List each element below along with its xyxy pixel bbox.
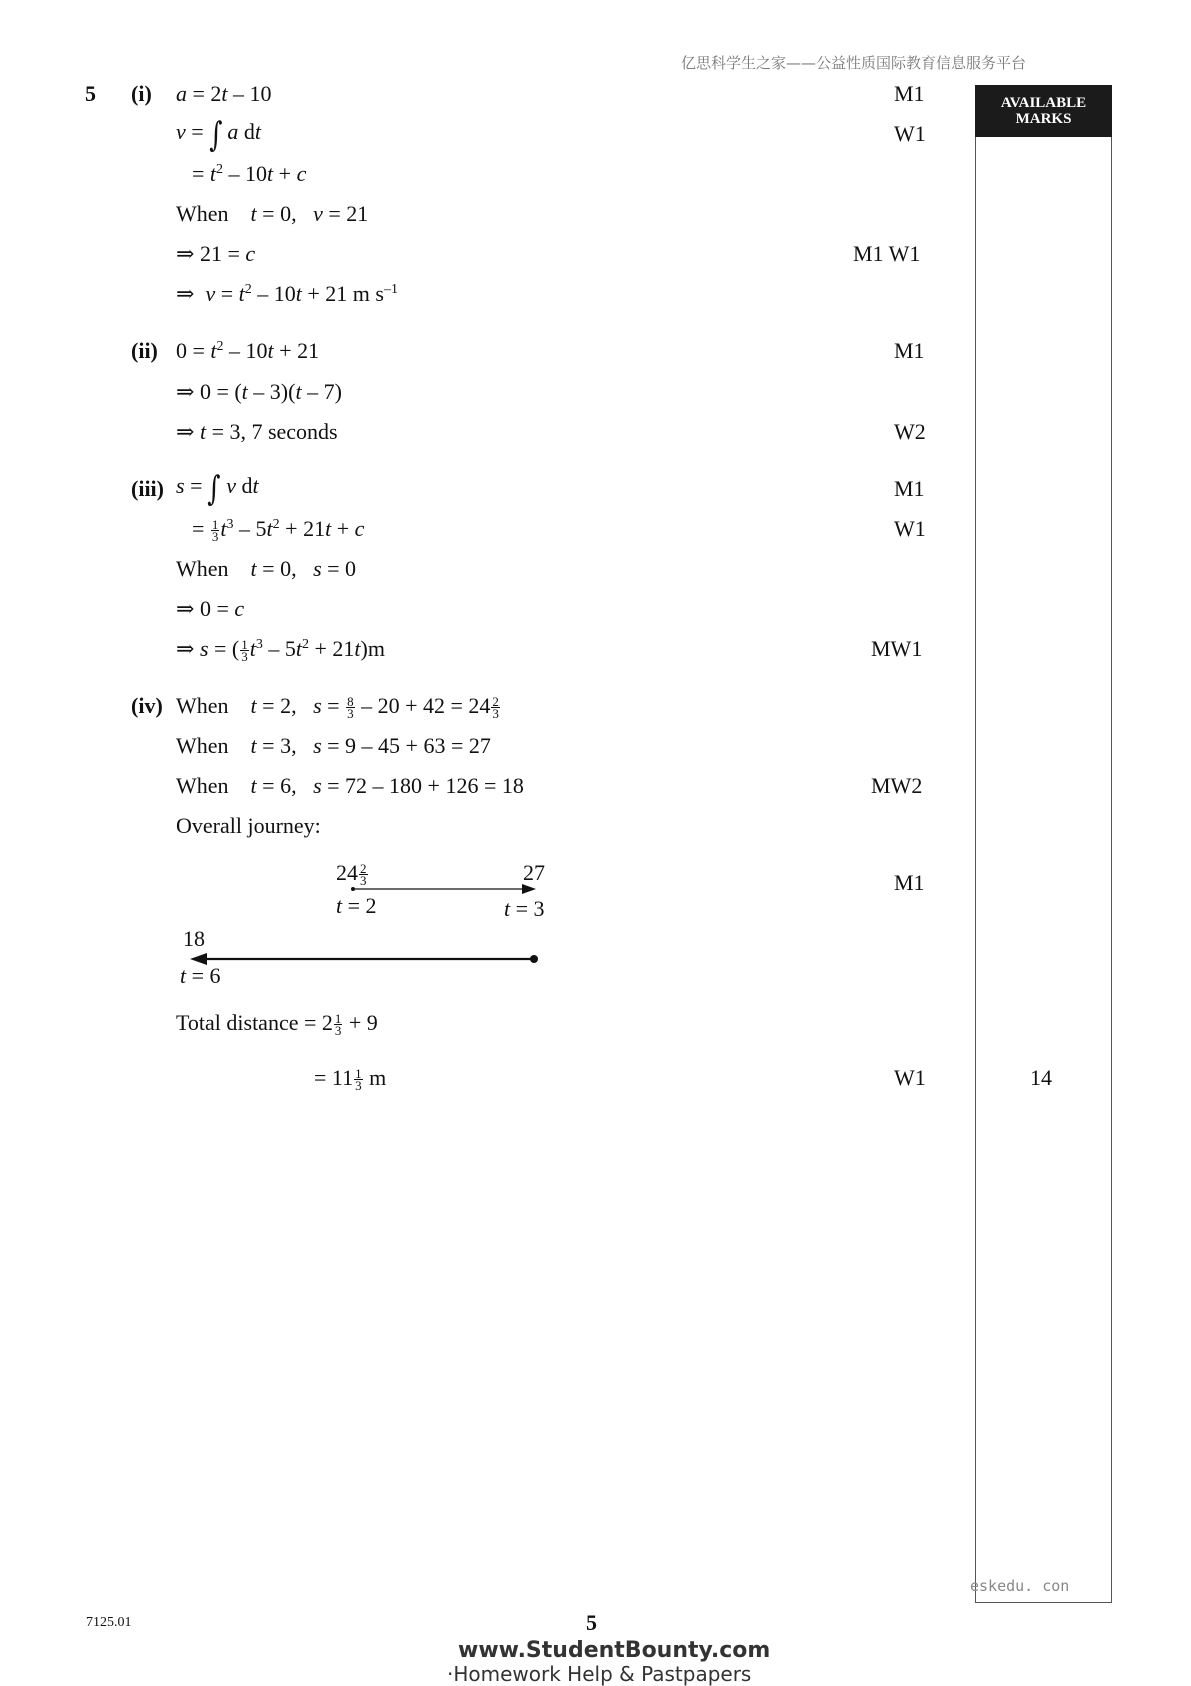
part-i-line-6: ⇒ $v = t^2 - 10t + 21$ m $s^{-1}$	[176, 281, 398, 306]
part-iv-mark-1: MW2	[871, 773, 923, 798]
part-iii-line-2: = $\frac{1}{3}$ $t^3 - 5t^2 + 21t + c$	[192, 516, 365, 545]
part-i-mark-2: W1	[894, 121, 926, 146]
diagram-18-value: 18	[183, 926, 205, 951]
part-iii-line-4: ⇒ 0 = c	[176, 596, 245, 621]
total-distance-result: = 11 $\frac{1}{3}$ m	[314, 1065, 387, 1094]
diagram-t3-label: t = 3	[504, 896, 545, 921]
part-i-mark-1: M1	[894, 81, 925, 106]
diagram-t2-label: t = 2	[336, 893, 377, 918]
diagram-forward-arrowhead	[522, 884, 536, 894]
studentbounty-tagline: ·Homework Help & Pastpapers	[447, 1662, 752, 1686]
part-iii-mark-2: W1	[894, 516, 926, 541]
part-iii-line-3: When t = 0, s = 0	[176, 556, 357, 581]
part-i-line-3: = $t^2 - 10t + c$	[192, 161, 307, 186]
part-iii-line-1: s = ∫ v dt	[176, 469, 259, 509]
total-distance-line: Total distance = 2 $\frac{1}{3}$ + 9	[176, 1010, 378, 1039]
part-i-line-5: ⇒ 21 = c	[176, 241, 256, 266]
part-iii-mark-3: MW1	[871, 636, 923, 661]
part-iv-mark-2: M1	[894, 870, 925, 895]
part-iii-line-5: ⇒ s = ( $\frac{1}{3}$ $t^3 - 5t^2 + 21t)m$	[176, 636, 385, 665]
marks-header-line2: MARKS	[1015, 111, 1072, 127]
part-i-line-1: a = 2t – 10	[176, 81, 272, 106]
marks-total: 14	[1030, 1065, 1052, 1090]
question-number: 5	[85, 81, 96, 106]
diagram-start-value: 24 $\frac{2}{3}$	[336, 860, 367, 889]
part-ii-line-2: ⇒ 0 = (t – 3)(t – 7)	[176, 379, 342, 404]
diagram-t6-label: t = 6	[180, 963, 221, 988]
part-i-label: (i)	[131, 81, 152, 106]
part-iv-overall-label: Overall journey:	[176, 813, 321, 838]
part-iv-row-1: When t = 2, s = $\frac{8}{3}$ – 20 + 42 = 24 $\frac{2}{3}$	[176, 693, 499, 722]
part-i-line-2: v = ∫ a dt	[176, 115, 262, 155]
diagram-return-arrowhead	[190, 953, 207, 965]
part-ii-label: (ii)	[131, 338, 158, 363]
part-iii-mark-1: M1	[894, 476, 925, 501]
paper-code: 7125.01	[86, 1615, 132, 1630]
part-iv-row-3: When t = 6, s = 72 – 180 + 126 = 18	[176, 773, 524, 798]
part-ii-mark-1: M1	[894, 338, 925, 363]
diagram-end-value: 27	[523, 860, 545, 885]
watermark-text: eskedu. con	[970, 1577, 1070, 1595]
part-iv-mark-3: W1	[894, 1065, 926, 1090]
part-i-line-4: When t = 0, v = 21	[176, 201, 369, 226]
part-i-mark-3: M1 W1	[853, 241, 921, 266]
marks-header-line1: AVAILABLE	[1000, 95, 1087, 111]
studentbounty-url: www.StudentBounty.com	[458, 1638, 771, 1663]
part-ii-line-3: ⇒ t = 3, 7 seconds	[176, 419, 338, 444]
part-iv-label: (iv)	[131, 693, 163, 718]
part-iii-label: (iii)	[131, 476, 164, 501]
part-ii-mark-2: W2	[894, 419, 926, 444]
part-iv-row-2: When t = 3, s = 9 – 45 + 63 = 27	[176, 733, 491, 758]
site-header: 亿思科学生之家——公益性质国际教育信息服务平台	[681, 54, 1027, 72]
page-number: 5	[586, 1610, 597, 1635]
part-ii-line-1: $0 = t^2 - 10t + 21$	[176, 338, 320, 363]
